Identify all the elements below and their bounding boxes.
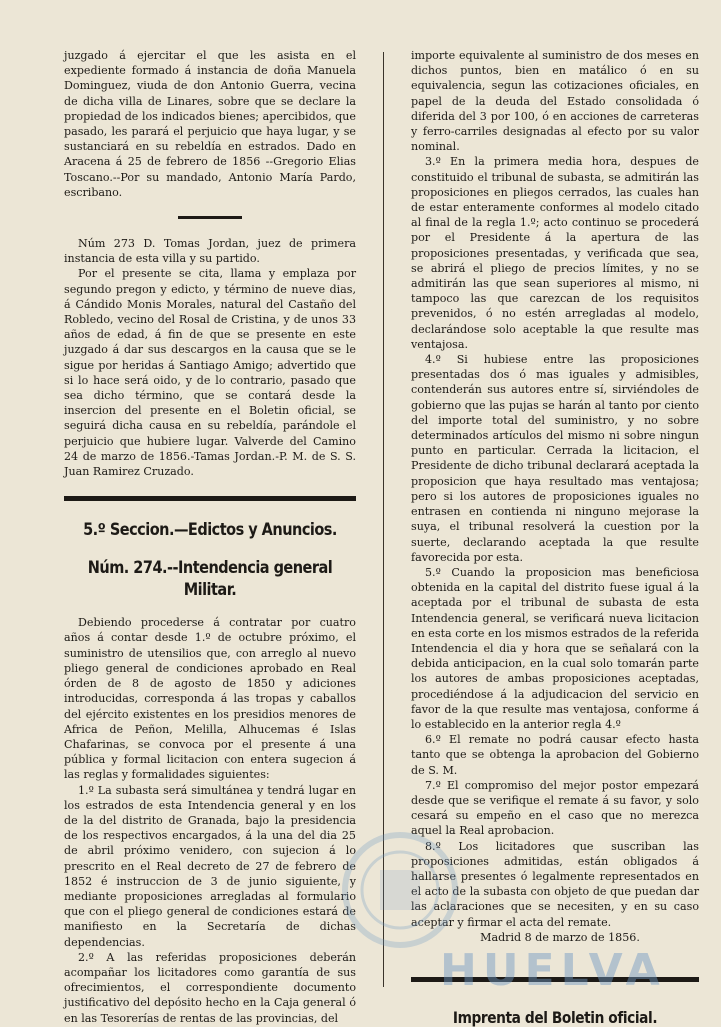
date-line: Madrid 8 de marzo de 1856. (480, 930, 640, 944)
imprint: Imprenta del Boletin oficial. (452, 1007, 658, 1027)
watermark-text: HUELVA (440, 945, 666, 996)
section-divider (64, 496, 356, 501)
section-heading: 5.º Seccion.—Edictos y Anuncios. (83, 520, 337, 540)
left-column (64, 48, 356, 1026)
rule-8: 8.º Los licitadores que suscriban las proposiciones admitidas, están obligados á hallarse presentes ó legalmente representados en el acto de la subasta con objeto de que puedan dar las aclaraciones que se necesiten, y en su caso aceptar y firmar el acta del remate. (411, 839, 699, 929)
notice-273-header: Núm 273 D. Tomas Jordan, juez de primera instancia de esta villa y su partido. (64, 237, 356, 266)
rule-6: 6.º El remate no podrá causar efecto hasta tanto que se obtenga la aprobacion del Gobierno de S. M. (411, 733, 699, 777)
rule-7: 7.º El compromiso del mejor postor empezará desde que se verifique el remate á su favor, y solo cesará su empeño en el caso que no merezca aquel la Real aprobacion. (411, 778, 699, 838)
rule-1: 1.º La subasta será simultánea y tendrá lugar en los estrados de esta Intendencia general y en los de la del distrito de Granada, bajo la presidencia de los respectivos encargados, á la una del dia 25 de abril próximo venidero, con sujecion á lo prescrito en el Real decreto de 27 de febrero de 1852 é instruccion de 3 de junio siguiente, y mediante proposiciones arregladas al formulario que con el pliego general de condiciones estará de manifiesto en la Secretaría de dichas dependencias. (64, 783, 356, 949)
rule-5: 5.º Cuando la proposicion mas beneficiosa obtenida en la capital del distrito fuese igual á la aceptada por el tribunal de subasta de esta Intendencia general, se verificará nueva licitacion en esta corte en los mismos estrados de la referida Intendencia el dia y hora que se señalará con la debida anticipacion, en la cual solo tomarán parte los autores de ambas proposiciones aceptadas, procediéndose á la adjudicacion del servicio en favor de la que resulte mas ventajosa, conforme á lo establecido en la anterior regla 4.º (411, 565, 699, 731)
rule-2-end: importe equivalente al suministro de dos meses en dichos puntos, bien en matálico ó en su equivalencia, segun las cotizaciones oficiales, en papel de la deuda del Estado consolidada ó diferida del 3 por 100, ó en acciones de carreteras y ferro-carriles designadas al efecto por su valor nominal. (411, 49, 699, 154)
notice-274-intro: Debiendo procederse á contratar por cuatro años á contar desde 1.º de octubre próximo, el suministro de utensilios que, con arreglo al nuevo pliego general de condiciones aprobado en Real órden de 8 de agosto de 1850 y adiciones introducidas, corresponda á las tropas y caballos del ejército existentes en los presidios menores de Africa de Peñon, Melilla, Alhucemas é Islas Chafarinas, se convoca por el presente á una pública y formal licitacion con entera sugecion á las reglas y formalidades siguientes: (64, 616, 356, 782)
notice-273-body: Por el presente se cita, llama y emplaza por segundo pregon y edicto, y término de nueve dias, á Cándido Monis Morales, natural del Castaño del Robledo, vecino del Rosal de Cristina, y de unos 33 años de edad, á fin de que se presente en este juzgado á dar sus descargos en la causa que se le sigue por heridas á Santiago Amigo; advertido que si lo hace será oido, y de lo contrario, pasado que sea dicho término, que se contará desde la insercion del presente en el Boletin oficial, se seguirá dicha causa en su rebeldía, parándole el perjuicio que hubiere lugar. Valverde del Camino 24 de marzo de 1856.-Tamas Jordan.-P. M. de S. S. Juan Ramirez Cruzado. (64, 267, 356, 479)
short-divider (178, 216, 242, 219)
notice-274-heading: Núm. 274.--Intendencia general Militar. (87, 558, 333, 600)
rule-2-start: 2.º A las referidas proposiciones deberán acompañar los licitadores como garantía de sus ofrecimientos, el correspondiente documento justificativo del depósito hecho en la Caja general ó en las Tesorerías de rentas de las provincias, del (64, 950, 356, 1025)
paragraph-continuation: juzgado á ejercitar el que les asista en el expediente formado á instancia de doña Manuela Dominguez, viuda de don Antonio Guerra, vecina de dicha villa de Linares, sobre que se declare la propiedad de los indicados bienes; apercibidos, que pasado, les parará el perjuicio que haya lugar, y se sustanciará en su rebeldía en estrados. Dado en Aracena á 25 de febrero de 1856 --Gregorio Elias Toscano.--Por su mandado, Antonio María Pardo, escribano. (64, 49, 356, 199)
rule-4: 4.º Si hubiese entre las proposiciones presentadas dos ó mas iguales y admisibles, contenderán sus autores entre sí, sirviéndoles de gobierno que las pujas se harán al tanto por ciento del importe total del suministro, y no sobre determinados artículos del mismo ni sobre ningun punto en particular. Cerrada la licitacion, el Presidente de dicho tribunal declarará aceptada la proposicion que haya resultado mas ventajosa; pero si los autores de proposiciones iguales no entrasen en contienda ni ninguno mejorase la suya, el tribunal resolverá la cuestion por la suerte, declarando aceptada la que resulte favorecida por esta. (411, 353, 699, 564)
rule-3: 3.º En la primera media hora, despues de constituido el tribunal de subasta, se admitirán las proposiciones en pliegos cerrados, las cuales han de estar enteramente conformes al modelo citado al final de la regla 1.º; acto continuo se procederá por el Presidente á la apertura de las proposiciones presentadas, y verificada que sea, se abrirá el pliego de precios límites, y no se admitirán las que sean superiores al mismo, ni tampoco las que carezcan de los requisitos prevenidos, ó no estén arregladas al modelo, declarándose solo aceptable la que resulte mas ventajosa. (411, 155, 699, 351)
